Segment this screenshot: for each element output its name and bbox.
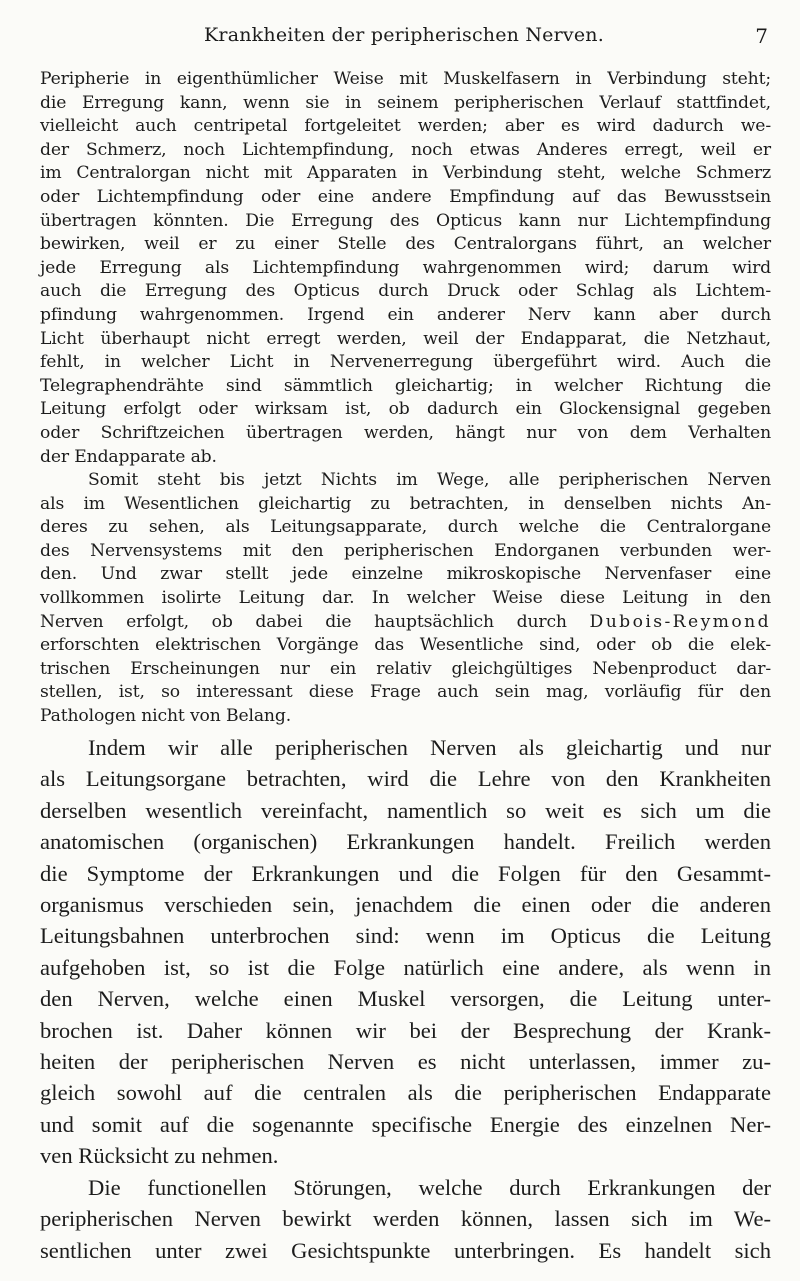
text-fragment: Nerven erfolgt, ob dabei die hauptsächlich durch <box>40 611 590 632</box>
text-line: die Erregung kann, wenn sie in seinem peripherischen Verlauf stattfindet, <box>40 92 771 113</box>
small-print-section <box>40 68 771 729</box>
text-line: Pathologen nicht von Belang. <box>40 706 292 727</box>
text-line: des Nervensystems mit den peripherischen Endorganen verbunden wer- <box>40 540 771 561</box>
paragraph-1 <box>40 68 771 469</box>
page-header <box>40 24 768 52</box>
author-name: Dubois-Reymond <box>589 611 771 632</box>
paragraph-2 <box>40 469 771 729</box>
text-line: Leitung erfolgt oder wirksam ist, ob dadurch ein Glockensignal gegeben <box>40 399 771 420</box>
text-line: aufgehoben ist, so ist die Folge natürlich eine andere, als wenn in <box>40 954 771 980</box>
text-line: sentlichen unter zwei Gesichtspunkte unterbringen. Es handelt sich <box>40 1237 771 1263</box>
text-line: erforschten elektrischen Vorgänge das Wesentliche sind, oder ob die elek- <box>40 635 771 656</box>
text-line: derselben wesentlich vereinfacht, namentlich so weit es sich um die <box>40 797 771 823</box>
text-line: den Nerven, welche einen Muskel versorgen, die Leitung unter- <box>40 986 771 1012</box>
text-line: ven Rücksicht zu nehmen. <box>40 1143 279 1169</box>
text-line: gleich sowohl auf die centralen als die peripherischen Endapparate <box>40 1080 771 1106</box>
text-line: vollkommen isolirte Leitung dar. In welcher Weise diese Leitung in den <box>40 588 771 609</box>
text-line: Peripherie in eigenthümlicher Weise mit Muskelfasern in Verbindung steht; <box>40 69 771 89</box>
text-line: der Endapparate ab. <box>40 446 217 467</box>
text-line: oder Schriftzeichen übertragen werden, hängt nur von dem Verhalten <box>40 422 771 443</box>
running-title: Krankheiten der peripherischen Nerven. <box>204 24 604 46</box>
text-line: auch die Erregung des Opticus durch Druck oder Schlag als Lichtem- <box>40 281 771 302</box>
text-line-with-author <box>40 611 771 635</box>
text-line: Die functionellen Störungen, welche durch Erkrankungen der <box>88 1174 771 1200</box>
text-line: brochen ist. Daher können wir bei der Besprechung der Krank- <box>40 1017 771 1043</box>
text-line: der Schmerz, noch Lichtempfindung, noch etwas Anderes erregt, weil er <box>40 139 771 160</box>
text-line: Telegraphendrähte sind sämmtlich gleichartig; in welcher Richtung die <box>40 375 771 396</box>
text-line: trischen Erscheinungen nur ein relativ gleichgültiges Nebenproduct dar- <box>40 658 771 679</box>
large-print-section <box>40 732 771 1266</box>
text-line: die Symptome der Erkrankungen und die Folgen für den Gesammt- <box>40 860 771 886</box>
paragraph-4 <box>40 1172 771 1266</box>
text-line: übertragen könnten. Die Erregung des Opticus kann nur Lichtempfindung <box>40 210 771 231</box>
text-line: jede Erregung als Lichtempfindung wahrgenommen wird; darum wird <box>40 257 771 278</box>
text-line: Leitungsbahnen unterbrochen sind: wenn im Opticus die Leitung <box>40 923 771 949</box>
text-line: fehlt, in welcher Licht in Nervenerregung übergeführt wird. Auch die <box>40 352 771 373</box>
text-line: heiten der peripherischen Nerven es nicht unterlassen, immer zu- <box>40 1049 771 1075</box>
text-line: bewirken, weil er zu einer Stelle des Centralorgans führt, an welcher <box>40 234 771 255</box>
text-line: als im Wesentlichen gleichartig zu betrachten, in denselben nichts An- <box>40 493 771 514</box>
text-line: Licht überhaupt nicht erregt werden, weil der Endapparat, die Netzhaut, <box>40 328 771 349</box>
text-line: peripherischen Nerven bewirkt werden können, lassen sich im We- <box>40 1206 771 1232</box>
text-line: und somit auf die sogenannte specifische Energie des einzelnen Ner- <box>40 1111 771 1137</box>
text-line: im Centralorgan nicht mit Apparaten in Verbindung steht, welche Schmerz <box>40 163 771 184</box>
text-line: oder Lichtempfindung oder eine andere Empfindung auf das Bewusstsein <box>40 186 771 207</box>
text-line: deres zu sehen, als Leitungsapparate, durch welche die Centralorgane <box>40 517 771 538</box>
page-number: 7 <box>755 24 768 48</box>
text-line: pfindung wahrgenommen. Irgend ein anderer Nerv kann aber durch <box>40 304 771 325</box>
text-line: organismus verschieden sein, jenachdem die einen oder die anderen <box>40 892 771 918</box>
text-line: stellen, ist, so interessant diese Frage auch sein mag, vorläufig für den <box>40 682 771 703</box>
text-line: den. Und zwar stellt jede einzelne mikroskopische Nervenfaser eine <box>40 564 771 585</box>
text-line: Indem wir alle peripherischen Nerven als gleichartig und nur <box>88 735 771 760</box>
text-line: Somit steht bis jetzt Nichts im Wege, alle peripherischen Nerven <box>88 470 771 491</box>
text-line: vielleicht auch centripetal fortgeleitet werden; aber es wird dadurch we- <box>40 116 771 137</box>
paragraph-3 <box>40 732 771 1172</box>
text-line: anatomischen (organischen) Erkrankungen handelt. Freilich werden <box>40 829 771 855</box>
text-line: als Leitungsorgane betrachten, wird die Lehre von den Krankheiten <box>40 766 771 792</box>
